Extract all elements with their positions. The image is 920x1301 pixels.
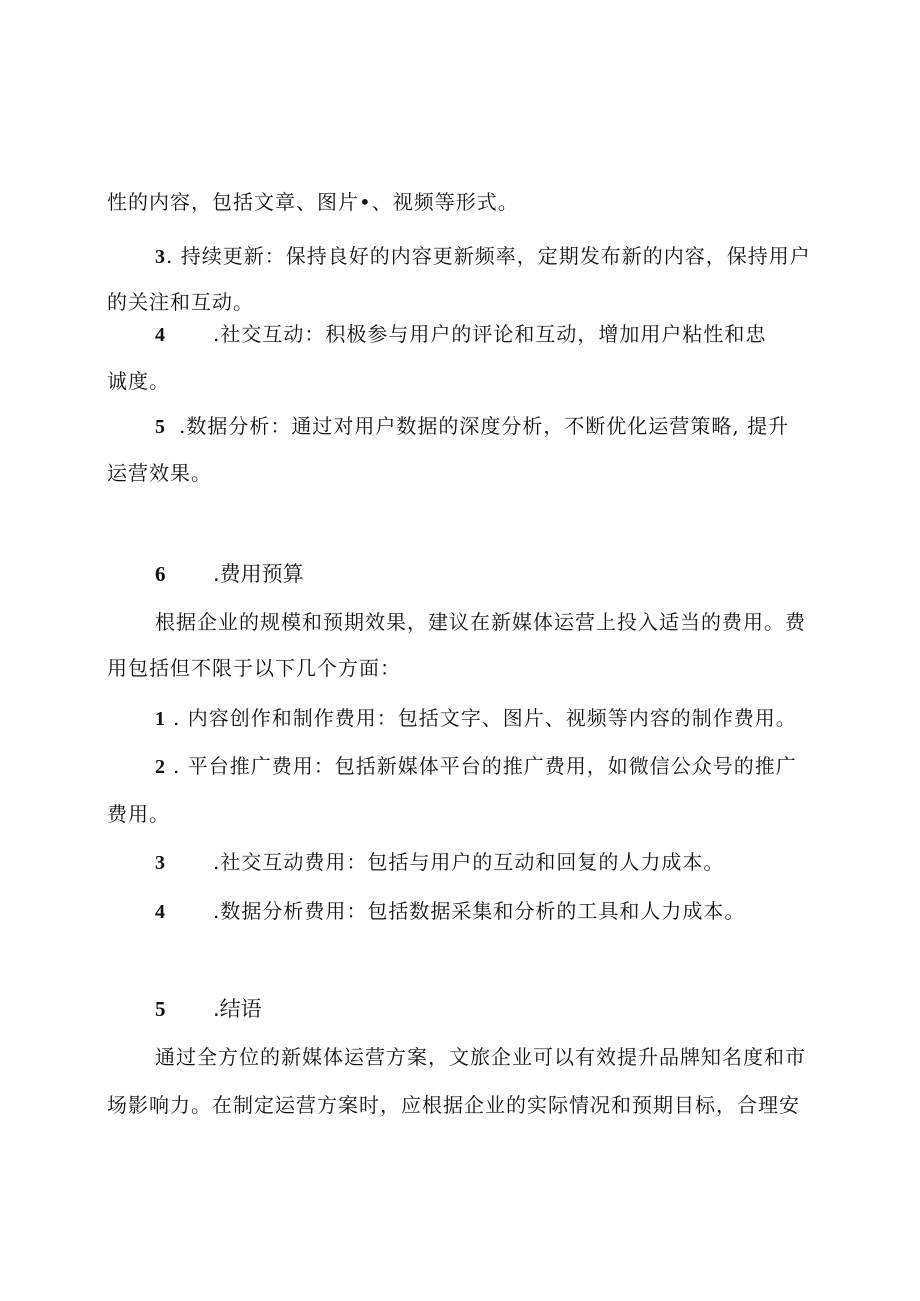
heading-text: .费用预算 <box>213 562 304 586</box>
list-item-text: .数据分析费用：包括数据采集和分析的工具和人力成本。 <box>213 899 746 923</box>
heading-number: 5 <box>155 997 166 1021</box>
list-item-analysis-cost <box>155 897 745 926</box>
heading-text: .结语 <box>213 997 262 1021</box>
paragraph-line: 性的内容，包括文章、图片•、视频等形式。 <box>107 190 519 214</box>
list-item-content-cost <box>155 704 797 733</box>
list-item-number: 4 <box>155 901 166 923</box>
list-item-text: .社交互动费用：包括与用户的互动和回复的人力成本。 <box>213 850 725 874</box>
list-item-text: . 平台推广费用：包括新媒体平台的推广费用，如微信公众号的推广 <box>173 754 797 778</box>
list-item-data-analysis <box>155 412 789 441</box>
list-item-text: . 内容创作和制作费用：包括文字、图片、视频等内容的制作费用。 <box>173 706 797 730</box>
paragraph-line: 运营效果。 <box>107 461 212 485</box>
heading-number: 6 <box>155 562 166 586</box>
list-item-text: .社交互动：积极参与用户的评论和互动，增加用户粘性和忠 <box>213 322 767 346</box>
paragraph-line: 费用。 <box>107 802 170 826</box>
list-item-number: 4 <box>155 324 166 346</box>
paragraph-line: 通过全方位的新媒体运营方案，文旅企业可以有效提升品牌知名度和市 <box>155 1045 806 1069</box>
paragraph-line: 场影响力。在制定运营方案时，应根据企业的实际情况和预期目标，合理安 <box>107 1093 800 1117</box>
list-item-social-interaction <box>155 320 766 349</box>
paragraph-line: 根据企业的规模和预期效果，建议在新媒体运营上投入适当的费用。费 <box>155 610 806 634</box>
paragraph-line: 用包括但不限于以下几个方面： <box>107 656 401 680</box>
list-item-number: 3 <box>155 852 166 874</box>
paragraph-line: 的关注和互动。 <box>107 290 254 314</box>
list-item-platform-cost <box>155 752 797 781</box>
list-item-number: 5 <box>155 416 166 438</box>
list-item-continuous-update <box>155 242 811 271</box>
list-item-number: 1 <box>155 708 166 730</box>
list-item-text: . 持续更新：保持良好的内容更新频率，定期发布新的内容，保持用户 <box>166 244 811 268</box>
paragraph-line: 诚度。 <box>107 369 170 393</box>
list-item-number: 2 <box>155 756 166 778</box>
list-item-text: .数据分析：通过对用户数据的深度分析，不断优化运营策略, 提升 <box>179 414 790 438</box>
list-item-social-cost <box>155 848 724 877</box>
section-heading-conclusion <box>155 995 262 1023</box>
list-item-number: 3 <box>155 246 166 268</box>
section-heading-budget <box>155 560 304 588</box>
